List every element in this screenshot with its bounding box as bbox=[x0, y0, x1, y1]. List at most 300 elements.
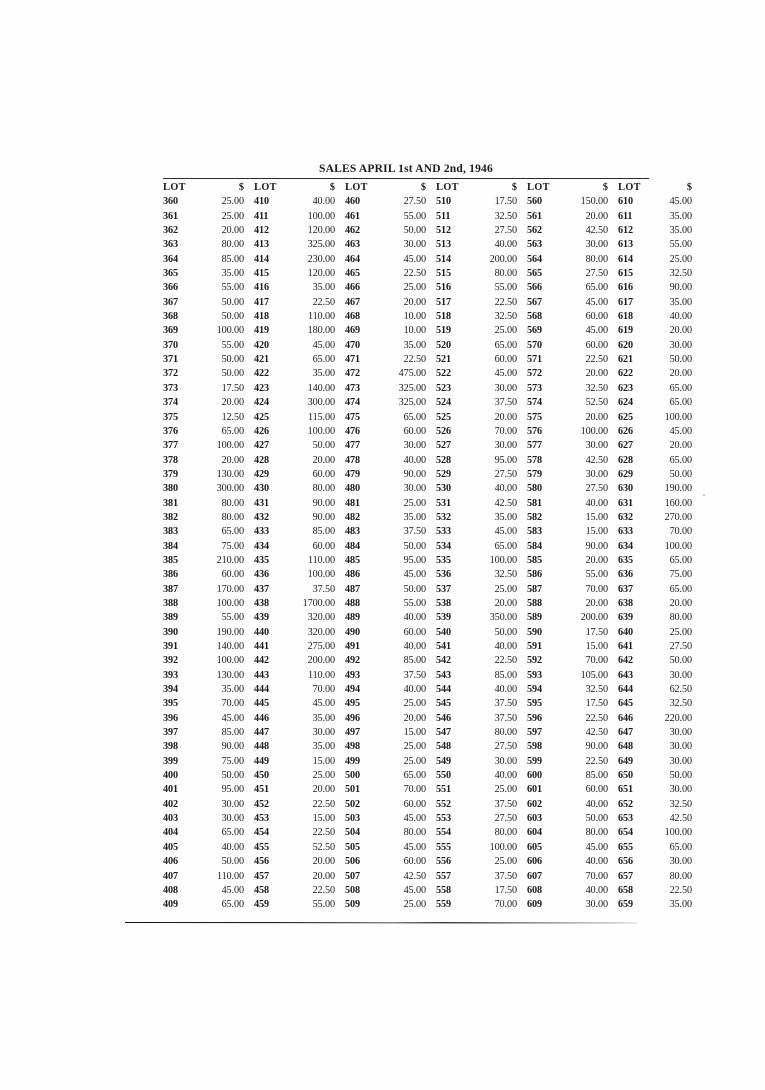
amount-cell: 80.00 bbox=[494, 268, 517, 280]
column-gap bbox=[244, 482, 254, 496]
column-gap bbox=[608, 769, 618, 783]
lot-number-cell: 371 bbox=[163, 354, 178, 366]
amount-cell: 100.00 bbox=[307, 569, 335, 581]
amount-cell: 25.00 bbox=[221, 210, 244, 222]
lot-number-cell: 537 bbox=[436, 583, 451, 595]
column-gap bbox=[517, 396, 527, 410]
lot-number-cell: 564 bbox=[527, 253, 542, 265]
table-row bbox=[163, 195, 692, 209]
lot-number-cell: 404 bbox=[163, 827, 178, 839]
lot-number-cell: 392 bbox=[163, 655, 178, 667]
column-gap bbox=[608, 238, 618, 252]
column-gap bbox=[608, 482, 618, 496]
column-gap bbox=[244, 253, 254, 267]
column-gap bbox=[426, 367, 436, 381]
amount-cell: 60.00 bbox=[221, 569, 244, 581]
column-gap bbox=[608, 884, 618, 898]
amount-cell: 50.00 bbox=[221, 856, 244, 868]
table-row bbox=[163, 697, 692, 711]
lot-number-cell: 492 bbox=[345, 655, 360, 667]
amount-cell: 50.00 bbox=[221, 368, 244, 380]
lot-number-cell: 360 bbox=[163, 196, 178, 208]
amount-cell: 45.00 bbox=[312, 698, 335, 710]
amount-cell: 15.00 bbox=[312, 813, 335, 825]
amount-cell: 60.00 bbox=[585, 339, 608, 351]
amount-cell: 15.00 bbox=[585, 511, 608, 523]
lot-number-cell: 619 bbox=[618, 325, 633, 337]
lot-number-cell: 636 bbox=[618, 569, 633, 581]
amount-cell: 60.00 bbox=[312, 468, 335, 480]
column-gap bbox=[244, 425, 254, 439]
table-row bbox=[163, 683, 692, 697]
column-gap bbox=[608, 611, 618, 625]
amount-cell: 60.00 bbox=[585, 311, 608, 323]
column-gap bbox=[608, 669, 618, 683]
column-gap bbox=[244, 726, 254, 740]
column-gap bbox=[335, 353, 345, 367]
column-gap bbox=[335, 224, 345, 238]
column-gap bbox=[335, 726, 345, 740]
amount-cell: 32.50 bbox=[585, 684, 608, 696]
lot-number-cell: 654 bbox=[618, 827, 633, 839]
column-gap bbox=[426, 640, 436, 654]
lot-number-cell: 368 bbox=[163, 311, 178, 323]
column-gap bbox=[244, 583, 254, 597]
column-gap bbox=[426, 238, 436, 252]
lot-number-cell: 533 bbox=[436, 526, 451, 538]
amount-cell: 65.00 bbox=[403, 411, 426, 423]
amount-cell: 50.00 bbox=[669, 468, 692, 480]
amount-cell: 15.00 bbox=[585, 526, 608, 538]
column-gap bbox=[426, 181, 436, 195]
table-row bbox=[163, 712, 692, 726]
column-gap bbox=[426, 683, 436, 697]
amount-cell: 25.00 bbox=[494, 784, 517, 796]
lot-number-cell: 407 bbox=[163, 870, 178, 882]
lot-number-cell: 496 bbox=[345, 712, 360, 724]
lot-number-cell: 570 bbox=[527, 339, 542, 351]
column-gap bbox=[517, 812, 527, 826]
amount-cell: 20.00 bbox=[669, 440, 692, 452]
amount-cell: 65.00 bbox=[221, 827, 244, 839]
column-gap bbox=[608, 626, 618, 640]
amount-cell: 80.00 bbox=[494, 727, 517, 739]
lot-number-cell: 592 bbox=[527, 655, 542, 667]
column-gap bbox=[244, 210, 254, 224]
lot-number-cell: 476 bbox=[345, 425, 360, 437]
lot-number-cell: 444 bbox=[254, 684, 269, 696]
amount-cell: 60.00 bbox=[403, 856, 426, 868]
lot-number-cell: 633 bbox=[618, 526, 633, 538]
column-gap bbox=[335, 339, 345, 353]
column-gap bbox=[517, 841, 527, 855]
column-gap bbox=[335, 554, 345, 568]
amount-cell: 35.00 bbox=[669, 225, 692, 237]
lot-number-cell: 479 bbox=[345, 468, 360, 480]
column-gap bbox=[426, 281, 436, 295]
column-gap bbox=[426, 482, 436, 496]
amount-cell: 22.50 bbox=[312, 296, 335, 308]
table-row bbox=[163, 554, 692, 568]
page-title: SALES APRIL 1st AND 2nd, 1946 bbox=[319, 163, 493, 175]
column-gap bbox=[517, 324, 527, 338]
amount-cell: 50.00 bbox=[403, 583, 426, 595]
amount-cell: 90.00 bbox=[585, 540, 608, 552]
column-gap bbox=[426, 712, 436, 726]
lot-number-cell: 449 bbox=[254, 755, 269, 767]
column-gap bbox=[244, 626, 254, 640]
column-gap bbox=[608, 468, 618, 482]
amount-cell: 45.00 bbox=[403, 884, 426, 896]
column-gap bbox=[244, 740, 254, 754]
amount-cell: 45.00 bbox=[585, 841, 608, 853]
table-row bbox=[163, 826, 692, 840]
lot-number-cell: 518 bbox=[436, 311, 451, 323]
amount-cell: 30.00 bbox=[221, 798, 244, 810]
column-gap bbox=[426, 296, 436, 310]
amount-cell: 200.00 bbox=[580, 612, 608, 624]
lot-number-cell: 522 bbox=[436, 368, 451, 380]
column-gap bbox=[335, 884, 345, 898]
column-gap bbox=[608, 339, 618, 353]
lot-number-cell: 541 bbox=[436, 641, 451, 652]
amount-cell: 17.50 bbox=[494, 196, 517, 208]
lot-number-cell: 460 bbox=[345, 196, 360, 208]
lot-number-cell: 612 bbox=[618, 225, 633, 237]
lot-number-cell: 650 bbox=[618, 770, 633, 782]
lot-number-cell: 642 bbox=[618, 655, 633, 667]
lot-number-cell: 556 bbox=[436, 856, 451, 868]
column-gap bbox=[244, 324, 254, 338]
amount-cell: 22.50 bbox=[312, 827, 335, 839]
lot-number-cell: 494 bbox=[345, 684, 360, 696]
lot-number-cell: 361 bbox=[163, 210, 178, 222]
table-row bbox=[163, 726, 692, 740]
column-gap bbox=[244, 798, 254, 812]
lot-number-cell: 501 bbox=[345, 784, 360, 796]
lot-number-cell: 515 bbox=[436, 268, 451, 280]
amount-cell: 20.00 bbox=[403, 712, 426, 724]
table-row bbox=[163, 281, 692, 295]
amount-cell: 230.00 bbox=[307, 253, 335, 265]
column-gap bbox=[608, 511, 618, 525]
column-header-amount-5: $ bbox=[602, 182, 608, 193]
column-gap bbox=[335, 511, 345, 525]
lot-number-cell: 383 bbox=[163, 526, 178, 538]
column-gap bbox=[517, 296, 527, 310]
column-gap bbox=[244, 640, 254, 654]
amount-cell: 37.50 bbox=[312, 583, 335, 595]
amount-cell: 45.00 bbox=[403, 569, 426, 581]
lot-number-cell: 632 bbox=[618, 511, 633, 523]
column-gap bbox=[608, 439, 618, 453]
column-gap bbox=[426, 726, 436, 740]
amount-cell: 60.00 bbox=[494, 354, 517, 366]
amount-cell: 130.00 bbox=[216, 468, 244, 480]
lot-number-cell: 576 bbox=[527, 425, 542, 437]
amount-cell: 22.50 bbox=[585, 712, 608, 724]
amount-cell: 20.00 bbox=[312, 856, 335, 868]
lot-number-cell: 489 bbox=[345, 612, 360, 624]
lot-number-cell: 599 bbox=[527, 755, 542, 767]
amount-cell: 50.00 bbox=[221, 770, 244, 782]
amount-cell: 25.00 bbox=[403, 755, 426, 767]
lot-number-cell: 434 bbox=[254, 540, 269, 552]
column-gap bbox=[244, 468, 254, 482]
column-gap bbox=[517, 798, 527, 812]
table-row bbox=[163, 540, 692, 554]
amount-cell: 30.00 bbox=[669, 741, 692, 753]
lot-number-cell: 365 bbox=[163, 268, 178, 280]
amount-cell: 15.00 bbox=[585, 641, 608, 652]
column-gap bbox=[335, 195, 345, 209]
column-gap bbox=[426, 540, 436, 554]
lot-number-cell: 618 bbox=[618, 311, 633, 323]
column-gap bbox=[244, 339, 254, 353]
column-gap bbox=[426, 611, 436, 625]
lot-number-cell: 463 bbox=[345, 239, 360, 251]
column-gap bbox=[608, 898, 618, 912]
amount-cell: 30.00 bbox=[403, 440, 426, 452]
amount-cell: 85.00 bbox=[585, 770, 608, 782]
column-gap bbox=[517, 783, 527, 797]
lot-number-cell: 542 bbox=[436, 655, 451, 667]
amount-cell: 37.50 bbox=[494, 698, 517, 710]
amount-cell: 30.00 bbox=[669, 339, 692, 351]
amount-cell: 35.00 bbox=[312, 741, 335, 753]
table-row bbox=[163, 525, 692, 539]
amount-cell: 300.00 bbox=[216, 483, 244, 495]
amount-cell: 20.00 bbox=[585, 368, 608, 380]
amount-cell: 37.50 bbox=[494, 870, 517, 882]
amount-cell: 45.00 bbox=[403, 253, 426, 265]
lot-number-cell: 594 bbox=[527, 684, 542, 696]
table-head bbox=[163, 181, 692, 195]
lot-number-cell: 538 bbox=[436, 597, 451, 609]
lot-number-cell: 545 bbox=[436, 698, 451, 710]
amount-cell: 22.50 bbox=[494, 296, 517, 308]
column-gap bbox=[244, 353, 254, 367]
amount-cell: 30.00 bbox=[403, 239, 426, 251]
column-gap bbox=[335, 898, 345, 912]
table-row bbox=[163, 568, 692, 582]
lot-number-cell: 517 bbox=[436, 296, 451, 308]
lot-number-cell: 388 bbox=[163, 597, 178, 609]
column-gap bbox=[244, 181, 254, 195]
amount-cell: 35.00 bbox=[312, 368, 335, 380]
column-gap bbox=[517, 439, 527, 453]
column-gap bbox=[244, 870, 254, 884]
amount-cell: 100.00 bbox=[216, 325, 244, 337]
lot-number-cell: 439 bbox=[254, 612, 269, 624]
amount-cell: 65.00 bbox=[669, 583, 692, 595]
table-row bbox=[163, 454, 692, 468]
amount-cell: 150.00 bbox=[580, 196, 608, 208]
lot-head-initial: L bbox=[345, 182, 353, 193]
amount-cell: 75.00 bbox=[221, 540, 244, 552]
column-gap bbox=[335, 712, 345, 726]
amount-cell: 40.00 bbox=[403, 641, 426, 652]
lot-number-cell: 637 bbox=[618, 583, 633, 595]
lot-number-cell: 625 bbox=[618, 411, 633, 423]
amount-cell: 100.00 bbox=[489, 554, 517, 566]
amount-cell: 95.00 bbox=[221, 784, 244, 796]
lot-number-cell: 568 bbox=[527, 311, 542, 323]
column-gap bbox=[426, 626, 436, 640]
lot-number-cell: 493 bbox=[345, 669, 360, 681]
amount-cell: 27.50 bbox=[494, 741, 517, 753]
amount-cell: 140.00 bbox=[307, 382, 335, 394]
amount-cell: 42.50 bbox=[403, 870, 426, 882]
amount-cell: 22.50 bbox=[403, 354, 426, 366]
column-gap bbox=[517, 712, 527, 726]
lot-number-cell: 512 bbox=[436, 225, 451, 237]
lot-number-cell: 453 bbox=[254, 813, 269, 825]
lot-number-cell: 608 bbox=[527, 884, 542, 896]
table-row bbox=[163, 654, 692, 668]
lot-number-cell: 393 bbox=[163, 669, 178, 681]
column-gap bbox=[335, 755, 345, 769]
lot-number-cell: 558 bbox=[436, 884, 451, 896]
lot-number-cell: 546 bbox=[436, 712, 451, 724]
column-gap bbox=[608, 195, 618, 209]
lot-number-cell: 482 bbox=[345, 511, 360, 523]
lot-number-cell: 595 bbox=[527, 698, 542, 710]
amount-cell: 110.00 bbox=[307, 669, 335, 681]
column-header-lot-2: LOT bbox=[254, 182, 277, 193]
table-row bbox=[163, 367, 692, 381]
scan-artifact-speck bbox=[703, 494, 705, 496]
amount-cell: 160.00 bbox=[664, 497, 692, 509]
column-gap bbox=[244, 597, 254, 611]
column-gap bbox=[244, 224, 254, 238]
column-header-amount-3: $ bbox=[420, 182, 426, 193]
amount-cell: 40.00 bbox=[494, 483, 517, 495]
amount-cell: 90.00 bbox=[669, 282, 692, 294]
column-gap bbox=[517, 654, 527, 668]
amount-cell: 325.00 bbox=[398, 382, 426, 394]
lot-number-cell: 427 bbox=[254, 440, 269, 452]
column-gap bbox=[608, 367, 618, 381]
amount-cell: 130.00 bbox=[216, 669, 244, 681]
amount-cell: 32.50 bbox=[494, 311, 517, 323]
amount-cell: 22.50 bbox=[312, 798, 335, 810]
amount-cell: 30.00 bbox=[312, 727, 335, 739]
column-gap bbox=[244, 439, 254, 453]
column-gap bbox=[244, 411, 254, 425]
lot-number-cell: 438 bbox=[254, 597, 269, 609]
lot-number-cell: 508 bbox=[345, 884, 360, 896]
amount-cell: 55.00 bbox=[585, 569, 608, 581]
column-gap bbox=[608, 841, 618, 855]
lot-number-cell: 380 bbox=[163, 483, 178, 495]
amount-cell: 90.00 bbox=[403, 468, 426, 480]
amount-cell: 42.50 bbox=[669, 813, 692, 825]
amount-cell: 25.00 bbox=[312, 770, 335, 782]
column-gap bbox=[517, 267, 527, 281]
amount-cell: 25.00 bbox=[403, 698, 426, 710]
column-gap bbox=[244, 697, 254, 711]
lot-number-cell: 565 bbox=[527, 268, 542, 280]
lot-number-cell: 609 bbox=[527, 899, 542, 911]
amount-cell: 200.00 bbox=[489, 253, 517, 265]
page-bottom-rule bbox=[125, 921, 637, 924]
amount-cell: 65.00 bbox=[403, 770, 426, 782]
column-gap bbox=[517, 855, 527, 869]
lot-number-cell: 413 bbox=[254, 239, 269, 251]
amount-cell: 110.00 bbox=[216, 870, 244, 882]
amount-cell: 45.00 bbox=[669, 425, 692, 437]
amount-cell: 100.00 bbox=[216, 440, 244, 452]
amount-cell: 190.00 bbox=[664, 483, 692, 495]
lot-number-cell: 459 bbox=[254, 899, 269, 911]
column-gap bbox=[244, 382, 254, 396]
table-row bbox=[163, 812, 692, 826]
lot-number-cell: 405 bbox=[163, 841, 178, 853]
lot-number-cell: 505 bbox=[345, 841, 360, 853]
lot-number-cell: 523 bbox=[436, 382, 451, 394]
lot-number-cell: 532 bbox=[436, 511, 451, 523]
column-gap bbox=[335, 482, 345, 496]
lot-number-cell: 561 bbox=[527, 210, 542, 222]
lot-number-cell: 423 bbox=[254, 382, 269, 394]
column-gap bbox=[426, 798, 436, 812]
amount-cell: 60.00 bbox=[403, 425, 426, 437]
column-gap bbox=[244, 841, 254, 855]
lot-number-cell: 414 bbox=[254, 253, 269, 265]
amount-cell: 37.50 bbox=[403, 669, 426, 681]
amount-cell: 30.00 bbox=[669, 784, 692, 796]
lot-number-cell: 653 bbox=[618, 813, 633, 825]
column-gap bbox=[517, 339, 527, 353]
column-gap bbox=[426, 554, 436, 568]
amount-cell: 80.00 bbox=[221, 239, 244, 251]
lot-number-cell: 621 bbox=[618, 354, 633, 366]
amount-cell: 40.00 bbox=[221, 841, 244, 853]
lot-head-initial: L bbox=[436, 182, 444, 193]
column-gap bbox=[244, 267, 254, 281]
amount-cell: 27.50 bbox=[585, 268, 608, 280]
lot-number-cell: 373 bbox=[163, 382, 178, 394]
amount-cell: 35.00 bbox=[221, 684, 244, 696]
amount-cell: 20.00 bbox=[312, 870, 335, 882]
amount-cell: 40.00 bbox=[403, 684, 426, 696]
column-gap bbox=[517, 826, 527, 840]
amount-cell: 65.00 bbox=[669, 554, 692, 566]
lot-number-cell: 613 bbox=[618, 239, 633, 251]
lot-number-cell: 502 bbox=[345, 798, 360, 810]
amount-cell: 32.50 bbox=[669, 698, 692, 710]
table-row bbox=[163, 253, 692, 267]
lot-number-cell: 435 bbox=[254, 554, 269, 566]
amount-cell: 40.00 bbox=[494, 239, 517, 251]
column-gap bbox=[244, 884, 254, 898]
amount-cell: 32.50 bbox=[669, 268, 692, 280]
amount-cell: 52.50 bbox=[312, 841, 335, 853]
column-gap bbox=[335, 525, 345, 539]
amount-cell: 55.00 bbox=[221, 282, 244, 294]
lot-head-initial: L bbox=[618, 182, 626, 193]
amount-cell: 50.00 bbox=[585, 813, 608, 825]
column-gap bbox=[426, 669, 436, 683]
amount-cell: 75.00 bbox=[221, 755, 244, 767]
lot-number-cell: 364 bbox=[163, 253, 178, 265]
amount-cell: 65.00 bbox=[221, 425, 244, 437]
column-gap bbox=[608, 382, 618, 396]
lot-number-cell: 607 bbox=[527, 870, 542, 882]
amount-cell: 55.00 bbox=[669, 239, 692, 251]
lot-number-cell: 638 bbox=[618, 597, 633, 609]
